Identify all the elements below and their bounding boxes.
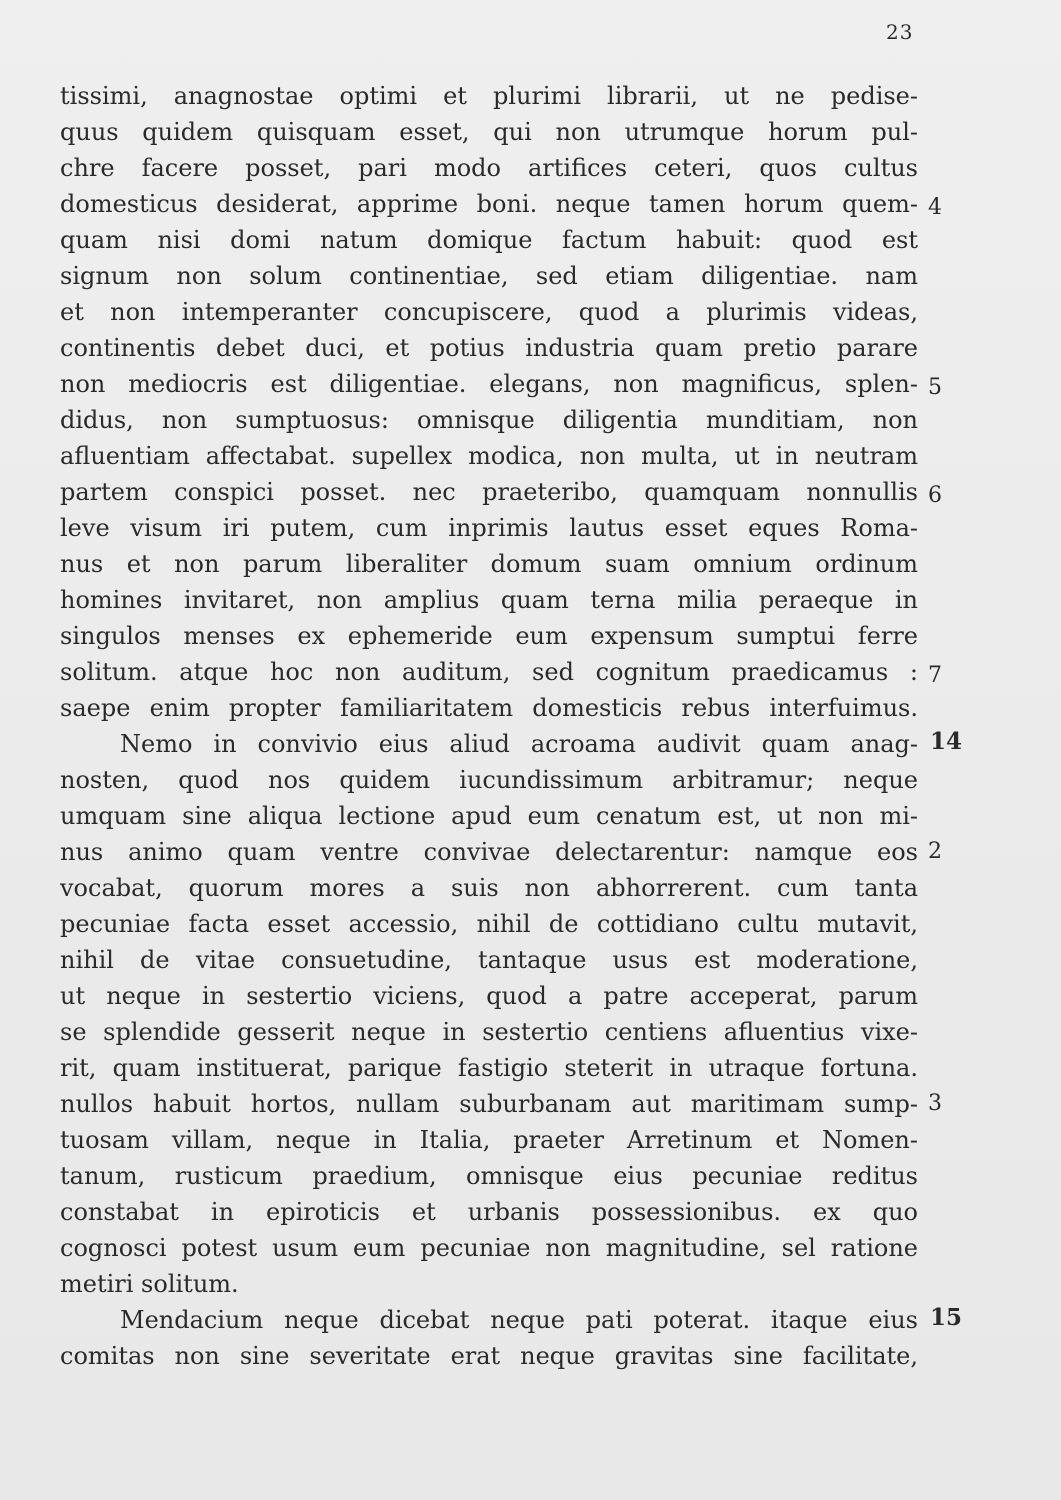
- text-line: non mediocris est diligentiae. elegans, non magnificus, splen-: [60, 370, 918, 398]
- text-line: cognosci potest usum eum pecuniae non magnitudine, sel ratione: [60, 1234, 918, 1262]
- text-line: nihil de vitae consuetudine, tantaque usus est moderatione,: [60, 946, 918, 974]
- text-line: nosten, quod nos quidem iucundissimum arbitramur; neque: [60, 766, 918, 794]
- text-line: continentis debet duci, et potius industria quam pretio parare: [60, 334, 918, 362]
- text-line: tanum, rusticum praedium, omnisque eius pecuniae reditus: [60, 1162, 918, 1190]
- text-line: nus et non parum liberaliter domum suam omnium ordinum: [60, 550, 918, 578]
- text-line: afluentiam affectabat. supellex modica, non multa, ut in neutram: [60, 442, 918, 470]
- text-line: constabat in epiroticis et urbanis possessionibus. ex quo: [60, 1198, 918, 1226]
- text-line: comitas non sine severitate erat neque gravitas sine facilitate,: [60, 1342, 918, 1370]
- text-line: rit, quam instituerat, parique fastigio steterit in utraque fortuna.: [60, 1054, 918, 1082]
- paragraph-start-line: Nemo in convivio eius aliud acroama audivit quam anag-: [120, 730, 918, 758]
- text-line: signum non solum continentiae, sed etiam diligentiae. nam: [60, 262, 918, 290]
- text-line: ut neque in sestertio viciens, quod a patre acceperat, parum: [60, 982, 918, 1010]
- text-line: pecuniae facta esset accessio, nihil de cottidiano cultu mutavit,: [60, 910, 918, 938]
- text-line: nullos habuit hortos, nullam suburbanam aut maritimam sump-: [60, 1090, 918, 1118]
- text-line: domesticus desiderat, apprime boni. neque tamen horum quem-: [60, 190, 918, 218]
- text-line: saepe enim propter familiaritatem domesticis rebus interfuimus.: [60, 694, 918, 722]
- margin-section-number: 2: [928, 839, 942, 864]
- text-line: leve visum iri putem, cum inprimis lautus esset eques Roma-: [60, 514, 918, 542]
- margin-section-number: 5: [928, 375, 942, 400]
- page-number: 23: [886, 20, 914, 44]
- text-line: nus animo quam ventre convivae delectarentur: namque eos: [60, 838, 918, 866]
- text-line: se splendide gesserit neque in sestertio centiens afluentius vixe-: [60, 1018, 918, 1046]
- margin-section-number: 3: [928, 1091, 942, 1116]
- text-line: tuosam villam, neque in Italia, praeter Arretinum et Nomen-: [60, 1126, 918, 1154]
- text-line: homines invitaret, non amplius quam terna milia peraeque in: [60, 586, 918, 614]
- text-line: quam nisi domi natum domique factum habuit: quod est: [60, 226, 918, 254]
- paragraph-end-line: metiri solitum.: [60, 1270, 239, 1298]
- margin-chapter-number: 14: [930, 728, 963, 755]
- text-line: umquam sine aliqua lectione apud eum cenatum est, ut non mi-: [60, 802, 918, 830]
- margin-section-number: 4: [928, 195, 942, 220]
- text-line: et non intemperanter concupiscere, quod a plurimis videas,: [60, 298, 918, 326]
- text-line: didus, non sumptuosus: omnisque diligentia munditiam, non: [60, 406, 918, 434]
- text-line: partem conspici posset. nec praeteribo, quamquam nonnullis: [60, 478, 918, 506]
- text-line: tissimi, anagnostae optimi et plurimi librarii, ut ne pedise-: [60, 82, 918, 110]
- margin-chapter-number: 15: [930, 1304, 963, 1331]
- margin-section-number: 7: [928, 663, 942, 688]
- margin-section-number: 6: [928, 483, 942, 508]
- paragraph-start-line: Mendacium neque dicebat neque pati poterat. itaque eius: [120, 1306, 918, 1334]
- text-line: quus quidem quisquam esset, qui non utrumque horum pul-: [60, 118, 918, 146]
- text-line: vocabat, quorum mores a suis non abhorrerent. cum tanta: [60, 874, 918, 902]
- text-line: chre facere posset, pari modo artifices ceteri, quos cultus: [60, 154, 918, 182]
- text-line: singulos menses ex ephemeride eum expensum sumptui ferre: [60, 622, 918, 650]
- text-line: solitum. atque hoc non auditum, sed cognitum praedicamus :: [60, 658, 918, 686]
